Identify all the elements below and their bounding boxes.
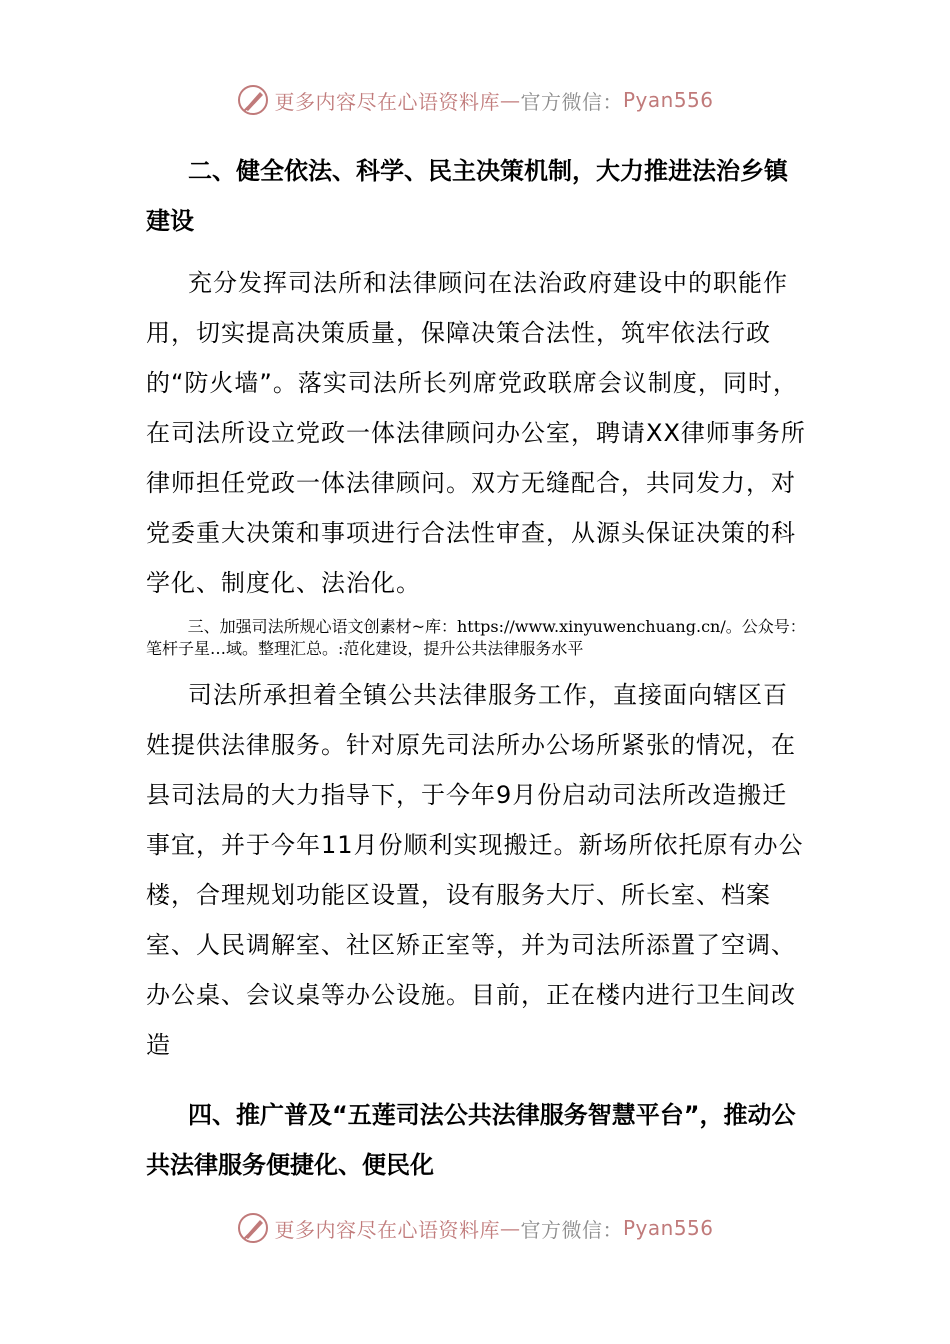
section-2-heading: 二、健全依法、科学、民主决策机制，大力推进法治乡镇建设 xyxy=(146,157,788,235)
watermark-dash: — xyxy=(499,1216,521,1240)
watermark-wechat-label: 官方微信： xyxy=(520,89,623,114)
section-4-heading: 四、推广普及“五莲司法公共法律服务智慧平台”，推动公共法律服务便捷化、便民化 xyxy=(146,1101,796,1179)
watermark-text: 更多内容尽在心语资料库 xyxy=(274,1217,500,1242)
watermark-wechat-id: Pyan556 xyxy=(622,1216,714,1240)
watermark-banner-bottom xyxy=(0,1208,950,1248)
section-2-paragraph: 充分发挥司法所和法律顾问在法治政府建设中的职能作用，切实提高决策质量，保障决策合法性，筑牢依法行政的“防火墙”。落实司法所长列席党政联席会议制度，同时，在司法所设立党政一体法律顾问办公室，聘请XX律师事务所律师担任党政一体法律顾问。双方无缝配合，共同发力，对党委重大决策和事项进行合法性审查，从源头保证决策的科学化、制度化、法治化。 xyxy=(146,269,806,597)
watermark-banner-top xyxy=(0,80,950,120)
document-body xyxy=(146,146,806,1190)
section-3-paragraph: 司法所承担着全镇公共法律服务工作，直接面向辖区百姓提供法律服务。针对原先司法所办公场所紧张的情况，在县司法局的大力指导下，于今年9月份启动司法所改造搬迁事宜，并于今年11月份顺利实现搬迁。新场所依托原有办公楼，合理规划功能区设置，设有服务大厅、所长室、档案室、人民调解室、社区矫正室等，并为司法所添置了空调、办公桌、会议桌等办公设施。目前，正在楼内进行卫生间改造 xyxy=(146,681,804,1059)
watermark-wechat-id: Pyan556 xyxy=(622,88,714,112)
watermark-text: 更多内容尽在心语资料库 xyxy=(274,89,500,114)
section-3-heading-insert: 三、加强司法所规心语文创素材~库：https://www.xinyuwenchuang.cn/。公众号：笔杆子星…域。整理汇总。:范化建设，提升公共法律服务水平 xyxy=(146,617,806,658)
watermark-wechat-label: 官方微信： xyxy=(520,1217,623,1242)
quill-logo-icon xyxy=(236,83,270,117)
watermark-dash: — xyxy=(499,88,521,112)
quill-logo-icon xyxy=(236,1211,270,1245)
